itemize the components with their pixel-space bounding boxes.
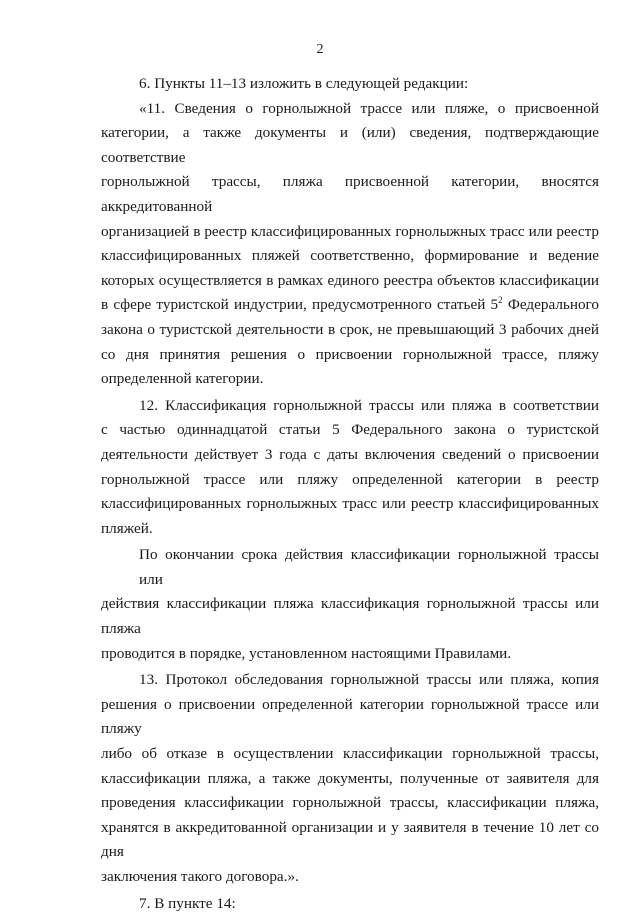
paragraph-11-line-with-superscript: в сфере туристской индустрии, предусмотренного статьей $5^2$ Федерального <box>101 295 599 314</box>
paragraph-12 <box>101 394 599 542</box>
paragraph-11-line: категории, а также документы и (или) сведения, подтверждающие соответствие <box>101 124 599 166</box>
document-body <box>101 72 599 916</box>
paragraph-11-line: которых осуществляется в рамках единого реестра объектов классификации <box>101 271 599 289</box>
paragraph-12-line: пляжей. <box>101 519 153 537</box>
paragraph-12-continuation <box>101 543 599 666</box>
paragraph-11-line: со дня принятия решения о присвоении горнолыжной трассе, пляжу <box>101 345 599 363</box>
paragraph-13-line: классификации пляжа, а также документы, полученные от заявителя для <box>101 769 599 787</box>
paragraph-13-line: проведения классификации горнолыжной трассы, классификации пляжа, <box>101 794 599 812</box>
paragraph-line: проводится в порядке, установленном настоящими Правилами. <box>101 644 512 662</box>
paragraph-13-line: заключения такого договора.». <box>101 868 299 885</box>
paragraph-11-line: горнолыжной трассы, пляжа присвоенной категории, вносятся аккредитованной <box>101 173 599 215</box>
paragraph-13-line: 13. Протокол обследования горнолыжной трассы или пляжа, копия <box>139 671 599 689</box>
paragraph-12-line: горнолыжной трассе или пляжу определенной категории в реестр <box>101 470 599 488</box>
paragraph-13-line: либо об отказе в осуществлении классификации горнолыжной трассы, <box>101 745 599 763</box>
page-number: 2 <box>316 42 324 57</box>
paragraph-11-line: организацией в реестр классифицированных горнолыжных трасс или реестр <box>101 222 599 240</box>
paragraph-13-line: хранятся в аккредитованной организации и у заявителя в течение 10 лет со дня <box>101 818 599 861</box>
item-7-heading: 7. В пункте 14: <box>139 894 236 912</box>
paragraph-11-line: определенной категории. <box>101 370 264 388</box>
paragraph-line: действия классификации пляжа классификация горнолыжной трассы или пляжа <box>101 595 599 638</box>
paragraph-11 <box>101 97 599 392</box>
paragraph-12-line: с частью одиннадцатой статьи 5 Федерального закона о туристской <box>101 421 599 439</box>
paragraph-12-line: деятельности действует 3 года с даты включения сведений о присвоении <box>101 445 599 463</box>
paragraph-11-line: закона о туристской деятельности в срок, не превышающий 3 рабочих дней <box>101 320 599 338</box>
paragraph-12-line: 12. Классификация горнолыжной трассы или пляжа в соответствии <box>139 396 599 414</box>
superscript-2: 2 <box>498 295 503 306</box>
paragraph-13-line: решения о присвоении определенной категории горнолыжной трассе или пляжу <box>101 695 599 738</box>
paragraph-13 <box>101 668 599 889</box>
paragraph-12-line: классифицированных горнолыжных трасс или реестр классифицированных <box>101 495 599 513</box>
paragraph-11-line: «11. Сведения о горнолыжной трассе или пляже, о присвоенной <box>139 99 599 117</box>
paragraph-line: По окончании срока действия классификации горнолыжной трассы или <box>139 546 599 588</box>
paragraph-11-line: классифицированных пляжей соответственно, формирование и ведение <box>101 247 599 265</box>
item-6-heading: 6. Пункты 11–13 изложить в следующей редакции: <box>139 75 469 92</box>
